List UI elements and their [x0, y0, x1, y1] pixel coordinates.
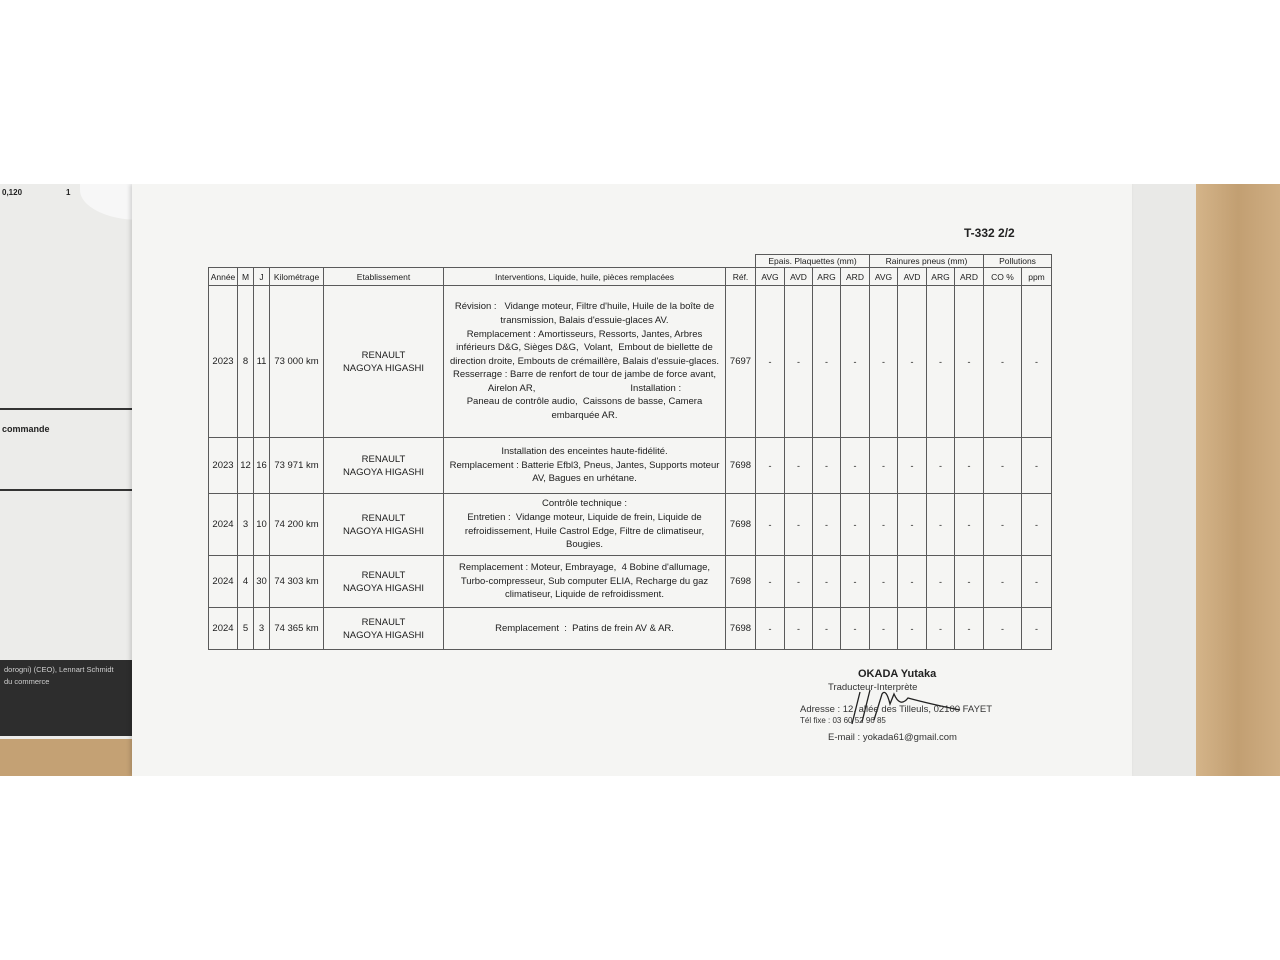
intervention-line: Remplacement : Amortisseurs, Ressorts, Jantes, Arbres	[466, 328, 703, 340]
translator-role: Traducteur-Interprète	[828, 682, 918, 693]
table-row	[209, 438, 1052, 494]
cell-measure: -	[841, 438, 870, 494]
footer-band	[0, 660, 132, 736]
etablissement-line: NAGOYA HIGASHI	[342, 582, 425, 594]
footer-line: du commerce	[4, 677, 50, 686]
etablissement-line: RENAULT	[361, 512, 406, 524]
column-header: AVD	[785, 268, 813, 286]
table-row	[209, 494, 1052, 556]
intervention-line: Remplacement : Batterie Efbl3, Pneus, Jantes, Supports moteur	[449, 459, 720, 471]
intervention-line: Paneau de contrôle audio, Caissons de basse, Camera	[466, 396, 703, 408]
column-header: ARG	[813, 268, 841, 286]
cell-measure: -	[813, 556, 841, 608]
cell-year: 2024	[209, 608, 238, 650]
cell-measure: -	[984, 438, 1022, 494]
top-left-count: 1	[66, 188, 71, 197]
intervention-line: embarquée AR.	[551, 410, 618, 422]
cell-measure: -	[898, 286, 927, 438]
cell-measure: -	[984, 286, 1022, 438]
cell-measure: -	[984, 608, 1022, 650]
cell-measure: -	[1022, 556, 1052, 608]
intervention-line: Remplacement : Patins de frein AV & AR.	[495, 622, 674, 634]
cell-measure: -	[955, 438, 984, 494]
etablissement-line: NAGOYA HIGASHI	[342, 362, 425, 374]
cell-measure: -	[955, 556, 984, 608]
intervention-line: transmission, Balais d'essuie-glaces AV.	[500, 314, 669, 326]
cell-measure: -	[1022, 608, 1052, 650]
etablissement-line: RENAULT	[361, 453, 406, 465]
cell-measure: -	[1022, 438, 1052, 494]
cell-day: 11	[254, 286, 270, 438]
cell-measure: -	[813, 494, 841, 556]
intervention-line: climatiseur, Liquide de refroidissment.	[505, 589, 664, 601]
cell-measure: -	[785, 286, 813, 438]
cell-ref: 7698	[726, 438, 756, 494]
document-reference: T-332 2/2	[964, 226, 1015, 240]
cell-measure: -	[785, 438, 813, 494]
cell-measure: -	[813, 286, 841, 438]
translator-signature-block	[790, 664, 1010, 754]
background-document-left	[0, 184, 140, 739]
cell-measure: -	[927, 608, 955, 650]
cell-month: 4	[238, 556, 254, 608]
cell-measure: -	[927, 286, 955, 438]
cell-measure: -	[870, 438, 898, 494]
cell-interventions	[444, 286, 726, 438]
intervention-line: Révision : Vidange moteur, Filtre d'huile, Huile de la boîte de	[454, 301, 715, 313]
cell-km: 74 365 km	[270, 608, 324, 650]
cell-year: 2023	[209, 438, 238, 494]
intervention-line: Contrôle technique :	[541, 498, 628, 510]
column-header-row	[209, 268, 1052, 286]
intervention-line: Entretien : Vidange moteur, Liquide de frein, Liquide de	[467, 511, 702, 523]
cell-interventions	[444, 556, 726, 608]
cell-interventions	[444, 438, 726, 494]
intervention-line: Remplacement : Moteur, Embrayage, 4 Bobine d'allumage,	[458, 562, 711, 574]
cell-km: 74 200 km	[270, 494, 324, 556]
cell-km: 73 971 km	[270, 438, 324, 494]
cell-measure: -	[1022, 494, 1052, 556]
cell-ref: 7698	[726, 494, 756, 556]
cell-measure: -	[955, 494, 984, 556]
intervention-line: Airelon AR, Installation :	[487, 382, 682, 394]
cell-interventions	[444, 494, 726, 556]
group-header-pollutions: Pollutions	[984, 255, 1052, 268]
cell-measure: -	[898, 438, 927, 494]
cell-day: 16	[254, 438, 270, 494]
cell-measure: -	[756, 556, 785, 608]
divider-rule	[0, 489, 132, 491]
cell-measure: -	[870, 608, 898, 650]
cell-measure: -	[927, 438, 955, 494]
column-header: AVD	[898, 268, 927, 286]
intervention-line: Installation des enceintes haute-fidélité.	[501, 446, 668, 458]
cell-measure: -	[898, 556, 927, 608]
cell-measure: -	[870, 286, 898, 438]
cell-year: 2023	[209, 286, 238, 438]
cell-measure: -	[927, 494, 955, 556]
table-row	[209, 286, 1052, 438]
translator-email: E-mail : yokada61@gmail.com	[828, 732, 957, 743]
cell-measure: -	[813, 438, 841, 494]
cell-year: 2024	[209, 494, 238, 556]
cell-ref: 7698	[726, 556, 756, 608]
column-header: AVG	[756, 268, 785, 286]
cell-km: 73 000 km	[270, 286, 324, 438]
column-header: CO %	[984, 268, 1022, 286]
cell-measure: -	[785, 494, 813, 556]
intervention-line: refroidissement, Huile Castrol Edge, Filtre de climatiseur,	[464, 525, 705, 537]
cell-etablissement	[324, 608, 444, 650]
etablissement-line: NAGOYA HIGASHI	[342, 525, 425, 537]
cell-year: 2024	[209, 556, 238, 608]
etablissement-line: NAGOYA HIGASHI	[342, 629, 425, 641]
cell-measure: -	[785, 608, 813, 650]
top-left-value: 0,120	[2, 188, 23, 197]
column-header: AVG	[870, 268, 898, 286]
cell-measure: -	[841, 494, 870, 556]
column-header: ARD	[955, 268, 984, 286]
cell-measure: -	[841, 286, 870, 438]
column-header: ARG	[927, 268, 955, 286]
column-header: Réf.	[726, 268, 756, 286]
cell-measure: -	[898, 608, 927, 650]
cell-month: 12	[238, 438, 254, 494]
cell-measure: -	[756, 608, 785, 650]
intervention-line: AV, Bagues en urhétane.	[532, 473, 637, 485]
cell-measure: -	[1022, 286, 1052, 438]
cell-measure: -	[841, 556, 870, 608]
cell-measure: -	[984, 556, 1022, 608]
cell-etablissement	[324, 438, 444, 494]
cell-day: 10	[254, 494, 270, 556]
column-header: J	[254, 268, 270, 286]
cell-interventions	[444, 608, 726, 650]
etablissement-line: RENAULT	[361, 616, 406, 628]
table-row	[209, 608, 1052, 650]
cell-etablissement	[324, 286, 444, 438]
cell-etablissement	[324, 494, 444, 556]
cell-ref: 7697	[726, 286, 756, 438]
table-row	[209, 556, 1052, 608]
intervention-line: Resserrage : Barre de renfort de tour de jambe de force avant,	[453, 369, 716, 381]
cell-month: 5	[238, 608, 254, 650]
cell-day: 3	[254, 608, 270, 650]
cell-measure: -	[955, 608, 984, 650]
footer-line: dorogni) (CEO), Lennart Schmidt	[4, 665, 114, 674]
cell-month: 8	[238, 286, 254, 438]
cell-measure: -	[813, 608, 841, 650]
cell-measure: -	[870, 494, 898, 556]
intervention-line: Turbo-compresseur, Sub computer ELIA, Recharge du gaz	[460, 575, 709, 587]
column-header: ARD	[841, 268, 870, 286]
intervention-line: Bougies.	[566, 539, 603, 551]
intervention-line: direction droite, Embouts de crémaillère, Balais d'essuie-glaces.	[450, 355, 719, 367]
etablissement-line: RENAULT	[361, 569, 406, 581]
group-header-plaquettes: Epais. Plaquettes (mm)	[756, 255, 870, 268]
cell-etablissement	[324, 556, 444, 608]
translator-phone: Tél fixe : 03 60 52 96 85	[800, 716, 886, 725]
column-header: Année	[209, 268, 238, 286]
log-body	[209, 286, 1052, 650]
column-header: Etablissement	[324, 268, 444, 286]
section-label: commande	[2, 424, 50, 434]
column-header: Interventions, Liquide, huile, pièces remplacées	[444, 268, 726, 286]
background-document-right	[1126, 184, 1196, 776]
cell-ref: 7698	[726, 608, 756, 650]
translator-name: OKADA Yutaka	[858, 668, 937, 680]
divider-rule	[0, 408, 132, 410]
etablissement-line: NAGOYA HIGASHI	[342, 466, 425, 478]
cell-measure: -	[984, 494, 1022, 556]
cell-measure: -	[756, 494, 785, 556]
intervention-line: inférieurs D&G, Sièges D&G, Volant, Embout de biellette de	[456, 342, 713, 354]
group-header-rainures: Rainures pneus (mm)	[870, 255, 984, 268]
cell-month: 3	[238, 494, 254, 556]
cell-km: 74 303 km	[270, 556, 324, 608]
translator-address: Adresse : 12, allée des Tilleuls, 02100 FAYET	[800, 704, 993, 715]
cell-measure: -	[756, 438, 785, 494]
etablissement-line: RENAULT	[361, 349, 406, 361]
cell-measure: -	[870, 556, 898, 608]
cell-measure: -	[898, 494, 927, 556]
maintenance-log-table	[208, 254, 1052, 650]
column-header: Kilométrage	[270, 268, 324, 286]
column-header: M	[238, 268, 254, 286]
cell-day: 30	[254, 556, 270, 608]
cell-measure: -	[785, 556, 813, 608]
cell-measure: -	[927, 556, 955, 608]
cell-measure: -	[756, 286, 785, 438]
column-header: ppm	[1022, 268, 1052, 286]
cell-measure: -	[955, 286, 984, 438]
cell-measure: -	[841, 608, 870, 650]
